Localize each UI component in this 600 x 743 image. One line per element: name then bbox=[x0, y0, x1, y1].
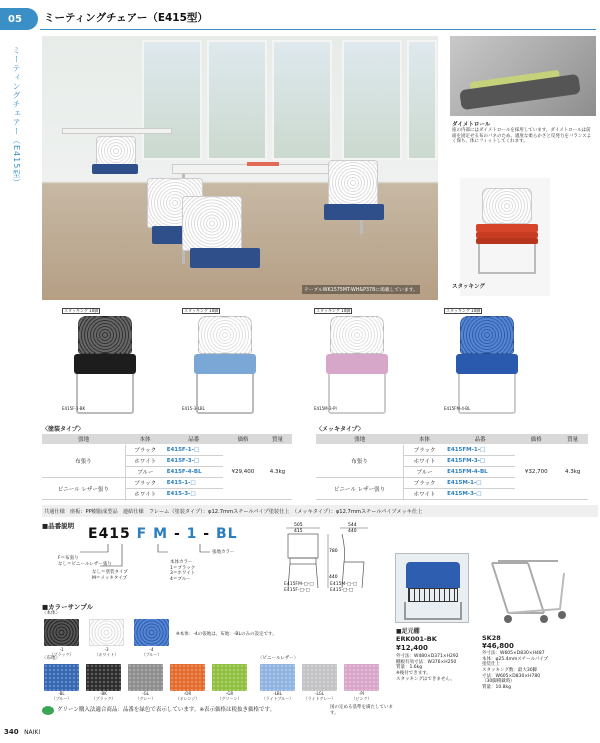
erk-spec: 外寸法：W480×D371×H292 棚板有効寸法：W376×H250 質量：1.6kg ※後付できます。 スタッキングはできません。 bbox=[396, 654, 459, 682]
chair-back bbox=[198, 316, 252, 354]
erk-photo bbox=[395, 553, 469, 623]
swatch-fabric-gray bbox=[128, 664, 163, 691]
dim-seat-height: 440 bbox=[329, 575, 338, 580]
chair-back bbox=[78, 316, 132, 354]
chair-seat bbox=[456, 354, 518, 374]
feature-photo-stacking bbox=[460, 178, 550, 296]
chair-frame bbox=[328, 374, 386, 414]
swatch-label: -PI （ピンク） bbox=[351, 691, 372, 701]
swatch-body-white bbox=[89, 619, 124, 646]
page-num: 340 bbox=[4, 728, 19, 736]
product-code: E415FM-4-BL bbox=[444, 406, 471, 411]
price: ¥32,700 bbox=[515, 445, 557, 500]
header-rule bbox=[40, 29, 596, 30]
col-header: 価格 bbox=[223, 434, 263, 445]
body-color: ブラック bbox=[125, 478, 164, 489]
swatch-fabric-black bbox=[86, 664, 121, 691]
swatch-vinyl-lightblue bbox=[260, 664, 295, 691]
sk-photo bbox=[478, 553, 582, 633]
body-color: ホワイト bbox=[404, 456, 446, 467]
pn-fabric-color: BL bbox=[215, 526, 238, 542]
product-code: E415F-1-BK bbox=[62, 406, 86, 411]
product-code: E415FM-4-BL bbox=[445, 467, 515, 478]
dim-width-inner: 415 bbox=[294, 529, 303, 534]
swatch-label: -3 （ホワイト） bbox=[94, 647, 119, 657]
product-code: E415F-1-□ bbox=[165, 445, 223, 456]
window bbox=[407, 40, 437, 160]
body-color-note: ※本体：-4の張地は、布地：-BLのみの設定です。 bbox=[176, 632, 277, 637]
erk-price: ¥12,400 bbox=[396, 644, 428, 652]
color-sample-heading: ■カラーサンプル bbox=[42, 603, 94, 611]
feature-title: ダイメトロール bbox=[452, 122, 491, 128]
col-header: 本体 bbox=[125, 434, 164, 445]
swatch-label: -GL （グレー） bbox=[135, 691, 156, 701]
chair bbox=[182, 196, 242, 251]
col-header: 張地 bbox=[42, 434, 125, 445]
window bbox=[342, 40, 402, 160]
product-code: E415-3-□ bbox=[165, 489, 223, 500]
swatch-fabric-blue bbox=[44, 664, 79, 691]
swatch-label: -LBL （ライトブルー） bbox=[261, 691, 294, 701]
chair-back bbox=[460, 316, 514, 354]
page-number bbox=[4, 728, 40, 736]
pn-body-note: 本体カラー 1＝ブラック 3＝ホワイト 4＝ブルー bbox=[170, 560, 196, 582]
swatch-label: -4 （ブルー） bbox=[141, 647, 162, 657]
window bbox=[207, 40, 267, 160]
product-code: E415FM-3-□ bbox=[445, 456, 515, 467]
body-color: ブラック bbox=[404, 478, 446, 489]
swatch-body-blue bbox=[134, 619, 169, 646]
erk-code: ERK001-BK bbox=[396, 635, 437, 643]
sk-price: ¥46,800 bbox=[482, 642, 514, 650]
table-label: 〈メッキタイプ〉 bbox=[316, 426, 364, 433]
col-header: 質量 bbox=[263, 434, 292, 445]
spec-table-paint bbox=[42, 434, 292, 500]
pn-sep: - bbox=[173, 526, 181, 542]
stacking-tag: スタッキング 10脚 bbox=[316, 308, 351, 313]
pn-finish-note: なし＝塗装タイプ M＝メッキタイプ bbox=[92, 570, 128, 581]
pn-series: E415 bbox=[88, 526, 131, 542]
col-header: 質量 bbox=[557, 434, 588, 445]
swatch-label: -OR （オレンジ） bbox=[175, 691, 200, 701]
pn-finish: M bbox=[153, 526, 169, 542]
dim-depth: 544 bbox=[348, 523, 357, 528]
side-label: ミーティングチェアー（E415型） bbox=[12, 46, 21, 188]
green-notice-text: グリーン購入法適合商品：品番を緑色で表示しています。※表示価格は税抜き価格です。 bbox=[57, 706, 276, 713]
dim-depth-inner: 440 bbox=[348, 529, 357, 534]
body-color: ブルー bbox=[404, 467, 446, 478]
pn-body-color: 1 bbox=[186, 526, 198, 542]
section-number: 05 bbox=[0, 8, 38, 30]
sk-code: SK28 bbox=[482, 634, 501, 642]
part-number-code bbox=[88, 526, 238, 542]
page-title: ミーティングチェアー（E415型） bbox=[44, 12, 208, 24]
chair bbox=[96, 136, 136, 166]
green-mark-icon bbox=[42, 706, 54, 715]
chair-back bbox=[330, 316, 384, 354]
dim-height: 780 bbox=[329, 549, 338, 554]
dim-codes-right: E415M-□-□ E415-□-□ bbox=[330, 582, 358, 593]
sk-spec: 外寸法：W605×D830×H487 本体：φ25.4mmスチールパイプ 塗装仕上 スタッキング数：最大30脚 寸法：W605×D830×H780 （30脚積載時） 質量：10.8kg bbox=[482, 651, 549, 690]
table-label: 〈塗装タイプ〉 bbox=[42, 426, 84, 433]
swatch-label: -BL （ブルー） bbox=[51, 691, 72, 701]
col-header: 品番 bbox=[165, 434, 223, 445]
pn-fabric-note: F＝布張り なし＝ビニールレザー張り bbox=[58, 556, 112, 567]
product-code: E415M-3-PI bbox=[314, 406, 337, 411]
part-number-heading: ■品番説明 bbox=[42, 522, 75, 530]
product-code: E415M-1-□ bbox=[445, 478, 515, 489]
chair-seat bbox=[74, 354, 136, 374]
feature-title: スタッキング bbox=[452, 284, 485, 290]
hero-caption: テーブルWK1575MT-WH&P378に掲載しています。 bbox=[302, 285, 420, 294]
erk-heading: ■足元棚 bbox=[396, 628, 420, 635]
dim-codes-left: E415FM-□-□ E415F-□-□ bbox=[284, 582, 314, 593]
chair-seat bbox=[194, 354, 256, 374]
feature-photo-dymetrol bbox=[450, 36, 596, 116]
fabric-label: 〈布地〉 bbox=[42, 656, 60, 661]
swatch-label: -GR （グリーン） bbox=[217, 691, 242, 701]
chair bbox=[328, 160, 378, 206]
brand: NAIKI bbox=[24, 729, 41, 736]
sk-cart-drawing bbox=[478, 553, 582, 633]
swatch-fabric-green bbox=[212, 664, 247, 691]
row-label: 布張り bbox=[42, 445, 125, 478]
spec-table-plate bbox=[316, 434, 588, 500]
product-code: E415-3-LBL bbox=[182, 406, 205, 411]
pn-fabric: F bbox=[136, 526, 148, 542]
product-code: E415M-3-□ bbox=[445, 489, 515, 500]
pn-fabric-color-note: 張地カラー bbox=[212, 550, 235, 555]
col-header: 価格 bbox=[515, 434, 557, 445]
body-color: ブルー bbox=[125, 467, 164, 478]
tablet bbox=[247, 162, 279, 166]
swatch-body-black bbox=[44, 619, 79, 646]
chair-seat bbox=[324, 204, 384, 220]
hero-photo bbox=[42, 36, 438, 300]
body-color-label: 〈本体〉 bbox=[42, 611, 60, 616]
swatch-label: -BK （ブラック） bbox=[91, 691, 116, 701]
stacking-tag: スタッキング 10脚 bbox=[64, 308, 99, 313]
product-code: E415F-3-□ bbox=[165, 456, 223, 467]
product-code: E415F-4-BL bbox=[165, 467, 223, 478]
green-notice-note: 国の定める基準を満たしています。 bbox=[330, 705, 393, 716]
body-color: ブラック bbox=[404, 445, 446, 456]
chair-seat bbox=[190, 248, 260, 268]
weight: 4.3kg bbox=[557, 445, 588, 500]
col-header: 品番 bbox=[445, 434, 515, 445]
green-notice bbox=[42, 706, 275, 715]
col-header: 張地 bbox=[316, 434, 404, 445]
vinyl-label: 〈ビニールレザー〉 bbox=[258, 656, 299, 661]
table bbox=[62, 128, 172, 134]
swatch-label: -LGL （ライトグレー） bbox=[303, 691, 336, 701]
row-label: ビニール レザー張り bbox=[316, 478, 404, 500]
feature-desc: 座の内部にはダイメトロールを採用しています。ダイメトロールは前面を固定せる布のバネのため、適度な柔らかさと反発力をバランスよく保ち、体にフィットしてくれます。 bbox=[452, 128, 592, 145]
stacking-tag: スタッキング 10脚 bbox=[184, 308, 219, 313]
window bbox=[142, 40, 202, 160]
window bbox=[272, 40, 332, 160]
product-code: E415FM-1-□ bbox=[445, 445, 515, 456]
row-label: ビニール レザー張り bbox=[42, 478, 125, 500]
body-color: ホワイト bbox=[404, 489, 446, 500]
price: ¥29,400 bbox=[223, 445, 263, 500]
swatch-vinyl-pink bbox=[344, 664, 379, 691]
common-spec: 共通仕様 座板：PP樹脂成型品 連結仕様 フレーム（塗装タイプ）：φ12.7mmスチールパイプ塗装仕上 （メッキタイプ）：φ12.7mmスチールパイプメッキ仕上 bbox=[42, 505, 598, 517]
row-label: 布張り bbox=[316, 445, 404, 478]
body-color: ブラック bbox=[125, 445, 164, 456]
body-color: ホワイト bbox=[125, 456, 164, 467]
swatch-fabric-orange bbox=[170, 664, 205, 691]
swatch-vinyl-lightgray bbox=[302, 664, 337, 691]
chair-seat bbox=[326, 354, 388, 374]
swatch-label: -1 （ブラック） bbox=[49, 647, 74, 657]
col-header: 本体 bbox=[404, 434, 446, 445]
chair-seat bbox=[92, 164, 138, 174]
stacking-tag: スタッキング 10脚 bbox=[446, 308, 481, 313]
pn-sep: - bbox=[203, 526, 211, 542]
weight: 4.3kg bbox=[263, 445, 292, 500]
body-color: ホワイト bbox=[125, 489, 164, 500]
product-code: E415-1-□ bbox=[165, 478, 223, 489]
dim-width: 505 bbox=[294, 523, 303, 528]
